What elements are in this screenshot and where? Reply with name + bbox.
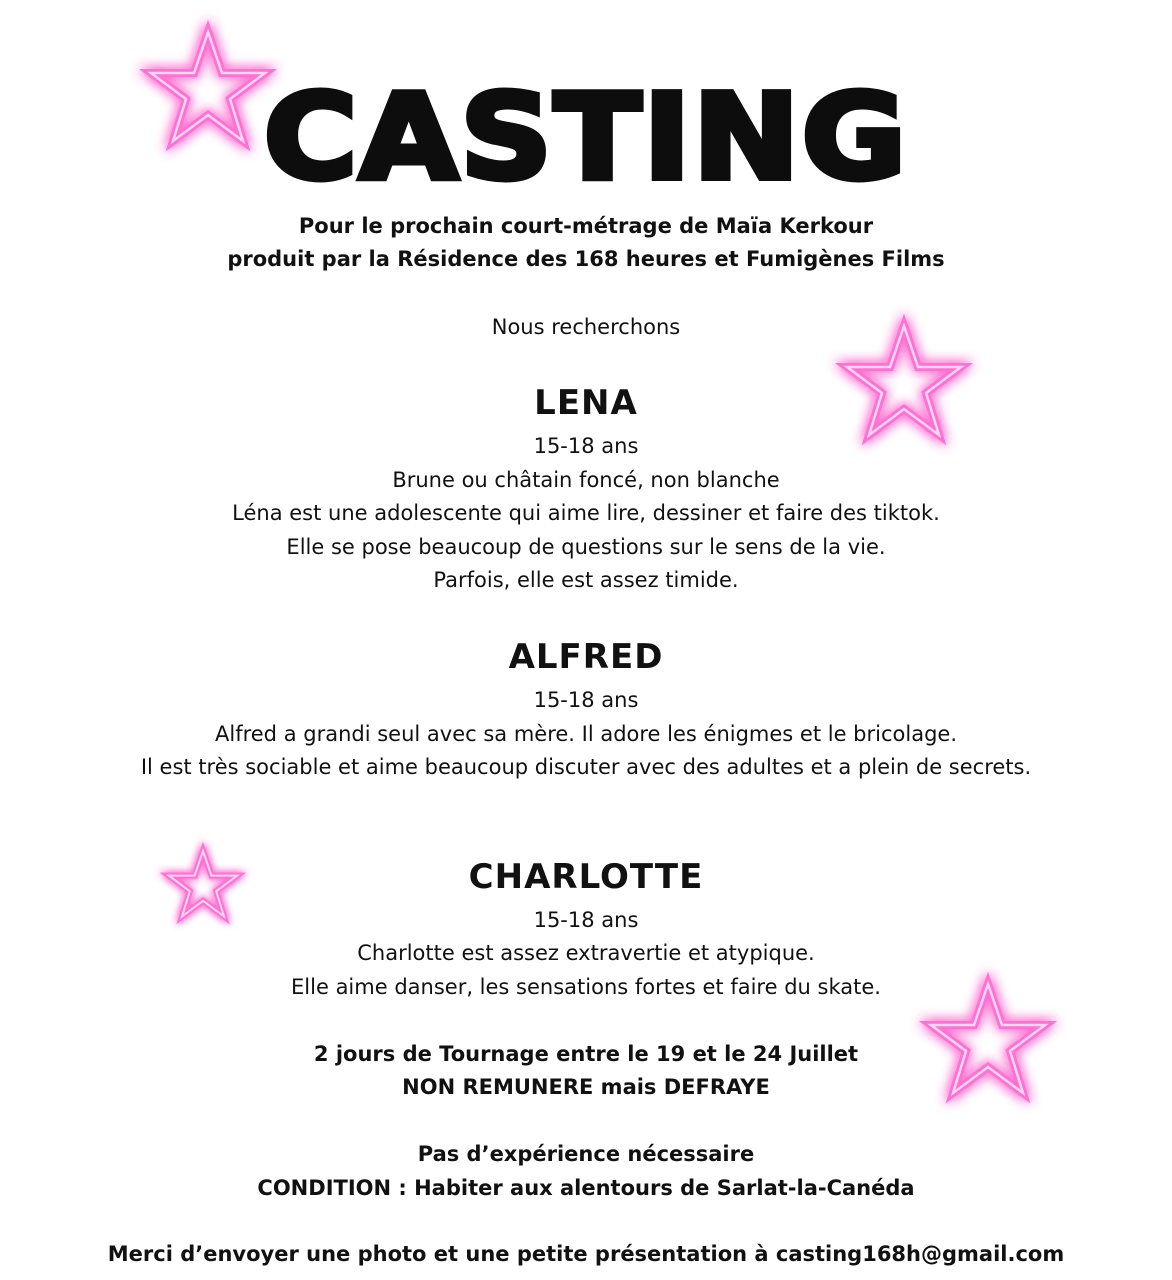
role-description-line: Alfred a grandi seul avec sa mère. Il adore les énigmes et le bricolage. xyxy=(215,722,957,746)
location-condition: CONDITION : Habiter aux alentours de Sarlat-la-Canéda xyxy=(257,1176,915,1200)
role-description-line: Charlotte est assez extravertie et atypique. xyxy=(357,941,815,965)
role-age-lena: 15-18 ans xyxy=(533,434,639,458)
looking-for-text: Nous recherchons xyxy=(491,315,681,339)
intro-line-2: produit par la Résidence des 168 heures et Fumigènes Films xyxy=(227,247,945,271)
role-name-lena: LENA xyxy=(534,383,638,423)
role-description-line: Brune ou châtain foncé, non blanche xyxy=(392,468,780,492)
poster-title: CASTING xyxy=(263,68,909,206)
role-age-charlotte: 15-18 ans xyxy=(533,908,639,932)
payment-info: NON REMUNERE mais DEFRAYE xyxy=(402,1075,770,1099)
role-description-line: Elle aime danser, les sensations fortes et faire du skate. xyxy=(291,975,881,999)
contact-instructions: Merci d’envoyer une photo et une petite présentation à casting168h@gmail.com xyxy=(107,1242,1065,1266)
role-name-charlotte: CHARLOTTE xyxy=(468,857,704,897)
role-description-line: Parfois, elle est assez timide. xyxy=(433,568,739,592)
experience-requirement: Pas d’expérience nécessaire xyxy=(417,1142,755,1166)
role-age-alfred: 15-18 ans xyxy=(533,688,639,712)
role-description-line: Il est très sociable et aime beaucoup discuter avec des adultes et a plein de secrets. xyxy=(140,755,1032,779)
role-description-line: Elle se pose beaucoup de questions sur le sens de la vie. xyxy=(286,535,886,559)
role-name-alfred: ALFRED xyxy=(508,637,664,677)
shooting-dates: 2 jours de Tournage entre le 19 et le 24 Juillet xyxy=(313,1042,859,1066)
role-description-line: Léna est une adolescente qui aime lire, dessiner et faire des tiktok. xyxy=(232,501,940,525)
intro-line-1: Pour le prochain court-métrage de Maïa Kerkour xyxy=(298,214,874,238)
